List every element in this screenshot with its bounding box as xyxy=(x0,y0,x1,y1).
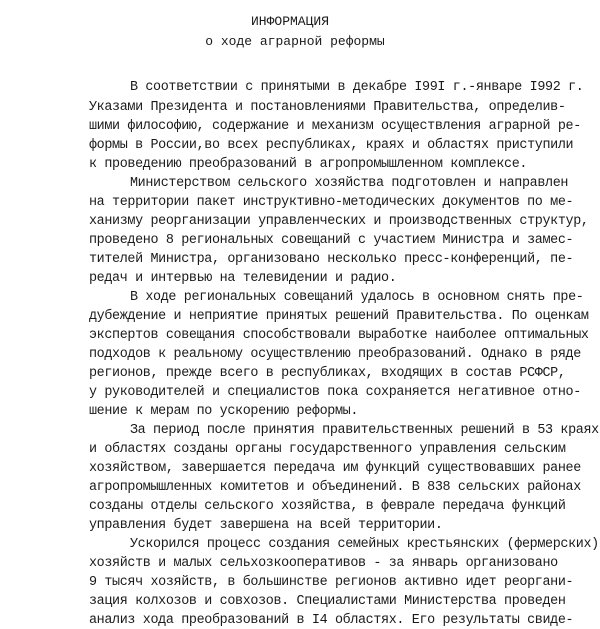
text-line: Ускорился процесс создания семейных крестьянских (фермерских) xyxy=(130,537,599,552)
text-line: ханизму реорганизации управленческих и производственных структур, xyxy=(89,214,589,229)
text-line: регионов, прежде всего в республиках, входящих в состав РСФСР, xyxy=(89,366,566,381)
text-line: проведено 8 региональных совещаний с участием Министра и замес- xyxy=(89,233,574,248)
text-line: зация колхозов и совхозов. Специалистами Министерства проведен xyxy=(89,594,566,609)
text-line: За период после принятия правительственных решений в 53 краях xyxy=(130,423,599,438)
text-line: управления будет завершена на всей территории. xyxy=(89,518,443,533)
text-line: у руководителей и специалистов пока сохраняется негативное отно- xyxy=(89,385,581,400)
text-line: к проведению преобразований в агропромышленном комплексе. xyxy=(89,157,528,172)
text-line: шение к мерам по ускорению реформы. xyxy=(89,404,358,419)
text-line: экспертов совещания способствовали выработке наиболее оптимальных xyxy=(89,328,589,343)
text-line: агропромышленных комитетов и объединений. В 838 сельских районах xyxy=(89,480,581,495)
text-line: В соответствии с принятыми в декабре I99I г.-январе I992 г. xyxy=(130,80,584,95)
text-line: Указами Президента и постановлениями Правительства, определив- xyxy=(89,100,566,115)
text-line: на территории пакет инструктивно-методических документов по ме- xyxy=(89,195,574,210)
text-line: хозяйством, завершается передача им функций существовавших ранее xyxy=(89,461,581,476)
text-line: редач и интервью на телевидении и радио. xyxy=(89,271,397,286)
text-line: 9 тысяч хозяйств, в большинстве регионов активно идет реоргани- xyxy=(89,575,574,590)
text-line: анализ хода преобразований в I4 областях. Его результаты свиде- xyxy=(89,613,574,628)
text-line: подходов к реальному осуществлению преобразований. Однако в ряде xyxy=(89,347,581,362)
text-line: формы в России,во всех республиках, краях и областях приступили xyxy=(89,138,574,153)
text-line: шими философию, содержание и механизм осуществления аграрной ре- xyxy=(89,119,581,134)
text-line: дубеждение и неприятие принятых решений Правительства. По оценкам xyxy=(89,309,589,324)
text-line: хозяйств и малых сельхозкооперативов - за январь организовано xyxy=(89,556,558,571)
text-line: В ходе региональных совещаний удалось в основном снять пре- xyxy=(130,290,584,305)
text-line: и областях созданы органы государственного управления сельским xyxy=(89,442,566,457)
text-line: тителей Министра, организовано несколько пресс-конференций, пе- xyxy=(89,252,574,267)
document-heading: ИНФОРМАЦИЯ xyxy=(250,14,329,29)
text-line: Министерством сельского хозяйства подготовлен и направлен xyxy=(130,176,569,191)
document-subheading: о ходе аграрной реформы xyxy=(205,34,385,49)
text-line: созданы отделы сельского хозяйства, в феврале передача функций xyxy=(89,499,566,514)
